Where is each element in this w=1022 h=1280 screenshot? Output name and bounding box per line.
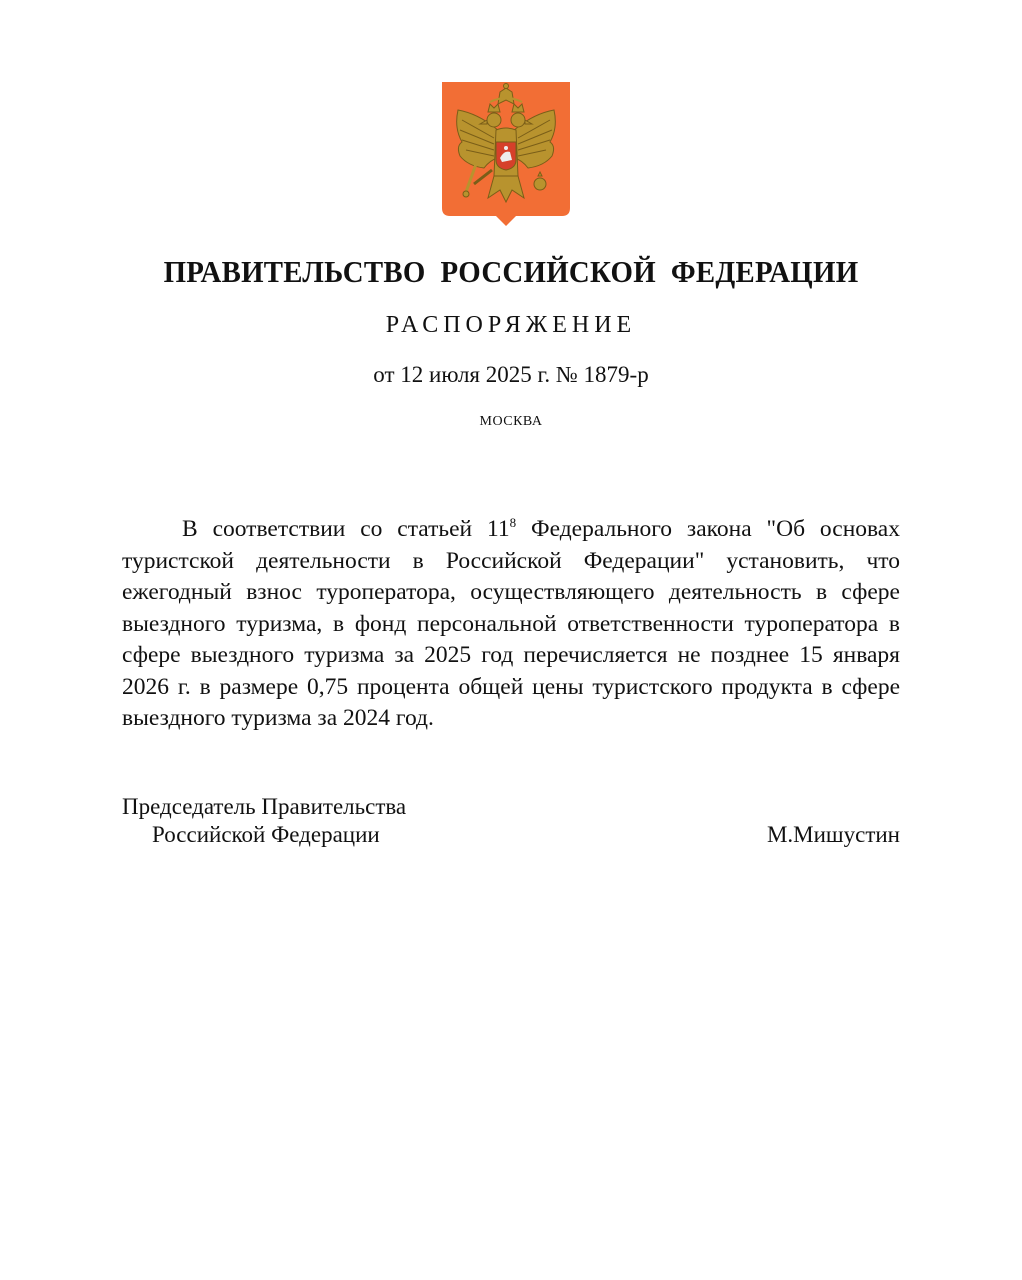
signatory-position-line2: Российской Федерации [152, 822, 380, 847]
body-text-start: В соответствии со статьей 11 [182, 516, 510, 542]
coat-of-arms-icon [440, 80, 572, 228]
signatory-name: М.Мишустин [766, 822, 900, 847]
city-name: МОСКВА [479, 414, 543, 429]
document-date-number: от 12 июля 2025 г. № 1879-р [373, 362, 649, 387]
government-title: ПРАВИТЕЛЬСТВО РОССИЙСКОЙ ФЕДЕРАЦИИ [163, 254, 859, 289]
article-superscript: 8 [509, 515, 517, 531]
body-text-rest: Федерального закона "Об основах туристской деятельности в Российской Федерации" установить, что ежегодный взнос туроператора, осуществляющего деятельность в сфере выездного туризма, в фонд персональной ответственности туроператора в сфере выездного туризма за 2025 год перечисляется не позднее 15 января 2026 г. в размере 0,75 процента общей цены туристского продукта в сфере выездного туризма за 2024 год. [122, 516, 900, 731]
order-body-text [122, 514, 900, 735]
document-type: РАСПОРЯЖЕНИЕ [385, 312, 637, 338]
signatory-position-line1: Председатель Правительства [122, 794, 407, 819]
